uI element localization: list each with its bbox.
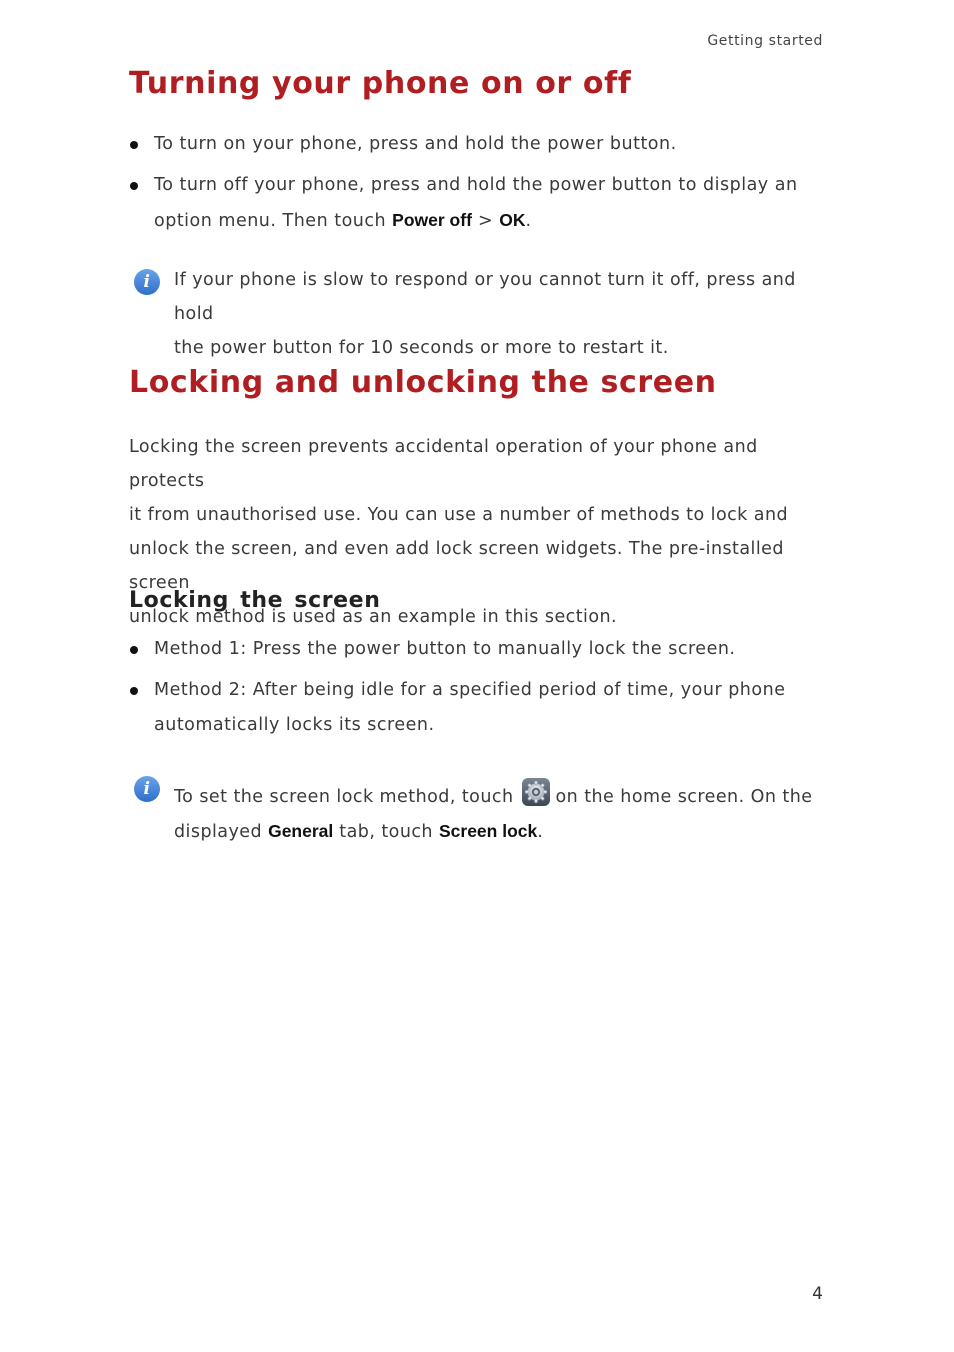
bullet-text: To turn on your phone, press and hold the power button.	[154, 134, 677, 154]
settings-gear-icon	[521, 777, 551, 807]
note-text: To set the screen lock method, touch on the home screen. On the displayed General tab, touch Screen lock.	[134, 772, 834, 849]
bullet-text: Method 1: Press the power button to manually lock the screen.	[154, 639, 736, 659]
ui-term-power-off: Power off	[392, 210, 472, 230]
ui-term-screen-lock: Screen lock	[438, 821, 538, 841]
bullet-item	[130, 632, 830, 667]
bullet-dot	[130, 141, 138, 149]
note-text: If your phone is slow to respond or you cannot turn it off, press and hold the power button for 10 seconds or more to restart it.	[174, 270, 796, 358]
bullet-dot	[130, 182, 138, 190]
bullet-item	[130, 168, 830, 239]
bullet-text: To turn off your phone, press and hold the power button to display an	[154, 175, 798, 195]
running-header: Getting started	[707, 33, 823, 49]
bullet-text: Method 2: After being idle for a specified period of time, your phone	[154, 680, 786, 700]
info-note	[134, 263, 834, 365]
bullet-item	[130, 673, 830, 743]
ui-term-general: General	[268, 821, 334, 841]
page-number: 4	[812, 1284, 823, 1304]
bullet-dot	[130, 687, 138, 695]
section-title-locking: Locking and unlocking the screen	[129, 365, 717, 400]
info-icon: i	[134, 776, 160, 802]
bullet-item	[130, 127, 830, 162]
bullet-text-continued: option menu. Then touch Power off > OK.	[154, 210, 532, 231]
info-icon: i	[134, 269, 160, 295]
bullet-dot	[130, 646, 138, 654]
ui-term-ok: OK	[499, 210, 526, 230]
intro-paragraph: Locking the screen prevents accidental operation of your phone and protects it from unauthorised use. You can use a number of methods to lock and unlock the screen, and even add lock screen widgets. The pre-installed screen unlock method is used as an example in this section.	[129, 437, 789, 627]
info-note	[134, 772, 834, 849]
subsection-title: Locking the screen	[129, 588, 381, 613]
section-title-power: Turning your phone on or off	[129, 66, 632, 101]
bullet-text-continued: automatically locks its screen.	[154, 715, 435, 735]
